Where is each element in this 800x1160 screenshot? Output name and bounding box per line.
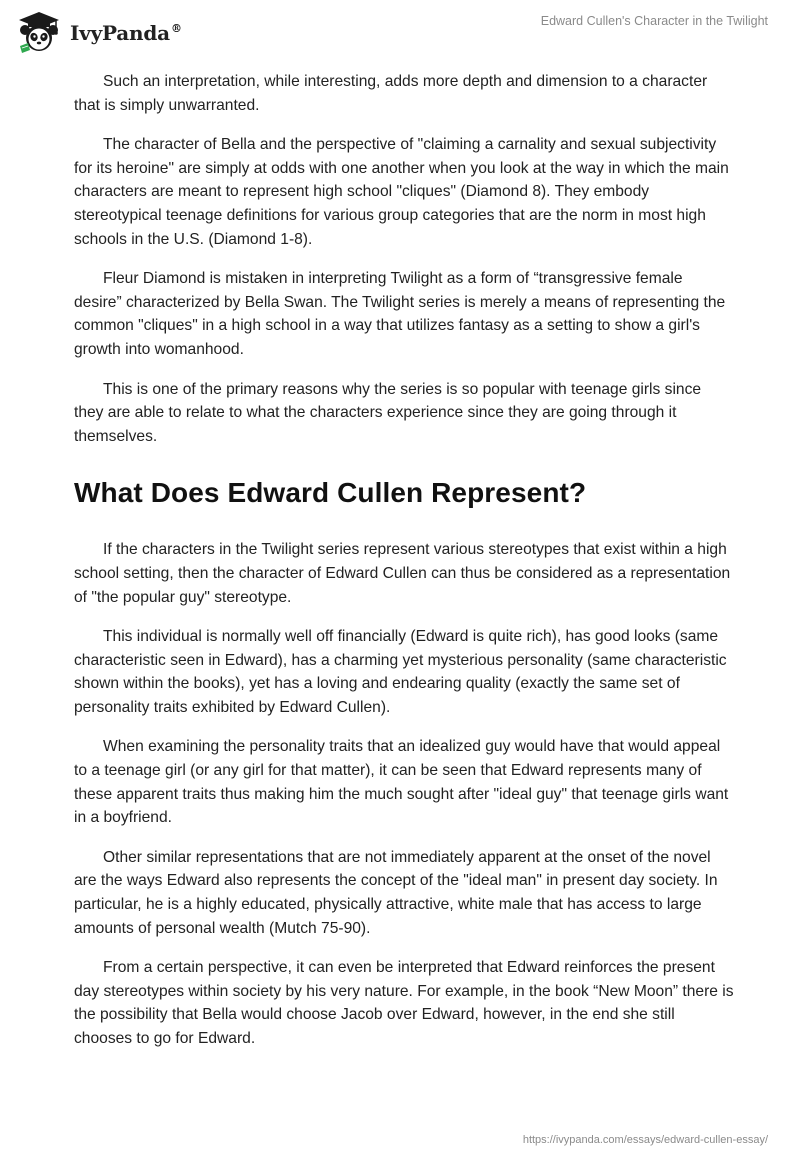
paragraph: If the characters in the Twilight series represent various stereotypes that exist within a high school setting, then the character of Edward Cullen can thus be considered as a representation of "the popular guy" stereotype. [74, 541, 731, 606]
paragraph: Other similar representations that are not immediately apparent at the onset of the novel are the ways Edward also represents the concept of the "ideal man" in present day society. In particular, he is a highly educated, physically attractive, white male that has access to large amounts of personal wealth (Mutch 75-90). [74, 848, 718, 937]
source-url[interactable]: https://ivypanda.com/essays/edward-cullen-essay/ [522, 1134, 768, 1146]
paragraph: Fleur Diamond is mistaken in interpreting Twilight as a form of “transgressive female desire” characterized by Bella Swan. The Twilight series is merely a means of representing the common "cliques" in a high school in a way that utilizes fantasy as a setting to show a girl's growth into womanhood. [74, 270, 726, 358]
essay-body [74, 70, 734, 1067]
page-header [0, 0, 800, 60]
paragraph: This is one of the primary reasons why the series is so popular with teenage girls since they are able to relate to what the characters experience since they are going through it themselves. [74, 380, 702, 445]
paragraph: When examining the personality traits that an idealized guy would have that would appeal to a teenage girl (or any girl for that matter), it can be seen that Edward represents many of these apparent traits thus making him the much sought after "ideal guy" that teenage girls want in a boyfriend. [74, 738, 729, 827]
panda-graduate-icon [14, 10, 64, 54]
brand-name: IvyPanda® [70, 21, 182, 45]
paragraph: From a certain perspective, it can even be interpreted that Edward reinforces the present day stereotypes within society by his very nature. For example, in the book “New Moon” there is the possibility that Bella would choose Jacob over Edward, however, in the end she still chooses to go for Edward. [74, 959, 734, 1047]
document-title: Edward Cullen's Character in the Twilight [540, 14, 768, 28]
paragraph: Such an interpretation, while interesting, adds more depth and dimension to a character that is simply unwarranted. [74, 73, 708, 114]
section-heading: What Does Edward Cullen Represent? [74, 477, 587, 509]
paragraph: This individual is normally well off financially (Edward is quite rich), has good looks (same characteristic seen in Edward), has a charming yet mysterious personality (same characteristic shown within the books), yet has a loving and endearing quality (exactly the same set of personality traits exhibited by Edward Cullen). [74, 628, 727, 716]
paragraph: The character of Bella and the perspective of "claiming a carnality and sexual subjectivity for its heroine" are simply at odds with one another when you look at the way in which the main characters are meant to represent high school "cliques" (Diamond 8). They embody stereotypical teenage definitions for various group categories that are the norm in most high schools in the U.S. (Diamond 1-8). [74, 136, 729, 248]
brand-logo[interactable] [14, 10, 182, 54]
